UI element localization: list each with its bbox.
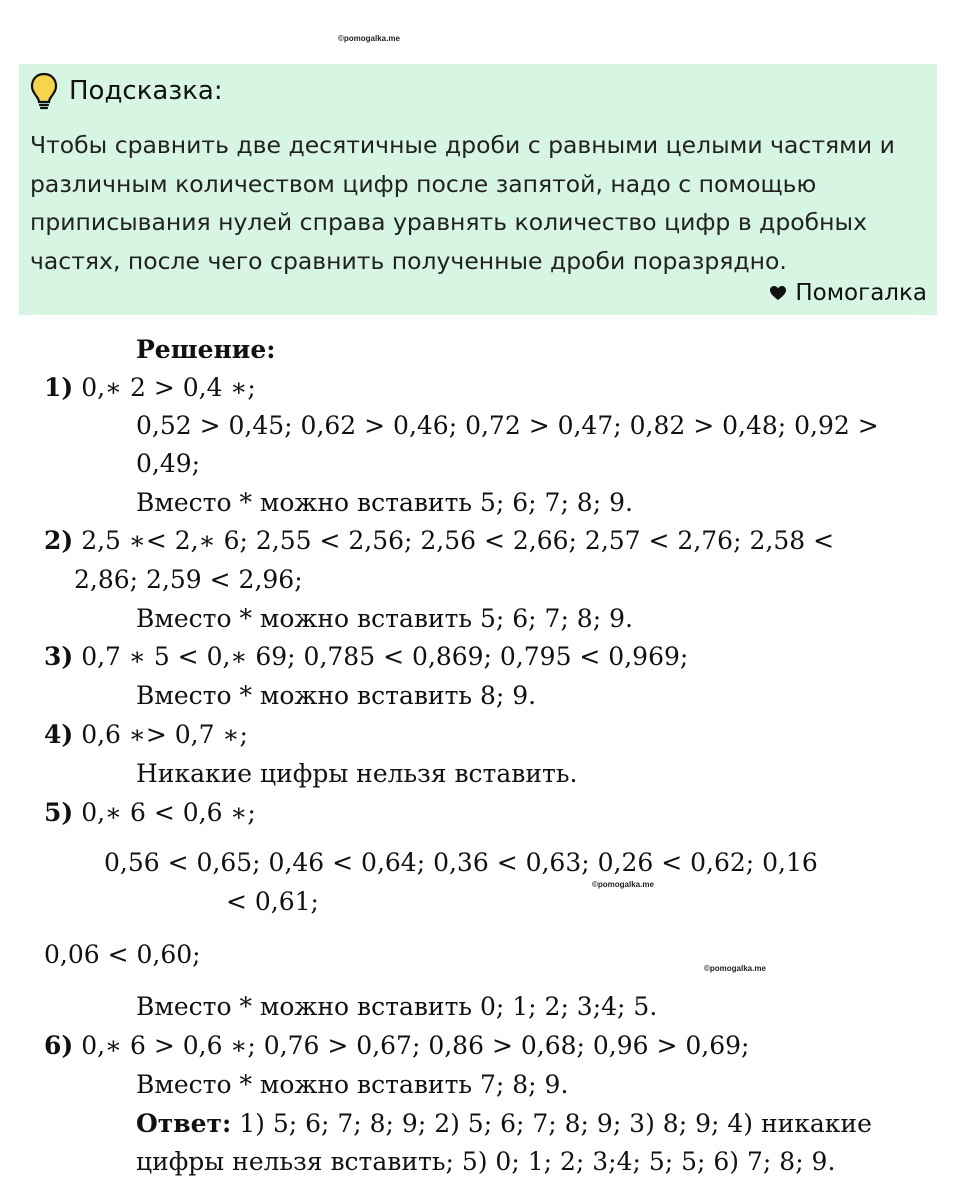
item-line: 0,52 > 0,45; 0,62 > 0,46; 0,72 > 0,47; 0,82 > 0,48; 0,92 > xyxy=(136,411,879,440)
item-number: 2) xyxy=(44,526,74,555)
list-item xyxy=(44,1031,749,1060)
answer-label: Ответ: xyxy=(136,1109,232,1138)
item-note: Вместо * можно вставить 5; 6; 7; 8; 9. xyxy=(136,604,633,633)
item-number: 1) xyxy=(44,373,74,402)
item-expression: 0,7 ∗ 5 < 0,∗ 69; 0,785 < 0,869; 0,795 < 0,969; xyxy=(81,642,689,671)
item-line: 0,49; xyxy=(136,449,201,478)
item-line: < 0,61; xyxy=(226,887,319,916)
item-note: Вместо * можно вставить 5; 6; 7; 8; 9. xyxy=(136,488,633,517)
item-line: 0,06 < 0,60; xyxy=(44,940,201,969)
answer-text: 1) 5; 6; 7; 8; 9; 2) 5; 6; 7; 8; 9; 3) 8; 9; 4) никакие xyxy=(239,1109,872,1138)
watermark: ©pomogalka.me xyxy=(338,34,400,43)
item-expression: 0,∗ 6 < 0,6 ∗; xyxy=(81,798,256,827)
item-expression: 2,5 ∗< 2,∗ 6; 2,55 < 2,56; 2,56 < 2,66; 2,57 < 2,76; 2,58 < xyxy=(81,526,835,555)
item-note: Никакие цифры нельзя вставить. xyxy=(136,759,578,788)
answer-line: цифры нельзя вставить; 5) 0; 1; 2; 3;4; 5; 5; 6) 7; 8; 9. xyxy=(136,1147,836,1176)
item-number: 6) xyxy=(44,1031,74,1060)
item-expression: 0,∗ 6 > 0,6 ∗; 0,76 > 0,67; 0,86 > 0,68; 0,96 > 0,69; xyxy=(81,1031,750,1060)
hint-header xyxy=(29,72,223,110)
item-note: Вместо * можно вставить 8; 9. xyxy=(136,681,537,710)
item-line: 0,56 < 0,65; 0,46 < 0,64; 0,36 < 0,63; 0,26 < 0,62; 0,16 xyxy=(104,848,818,877)
watermark: ©pomogalka.me xyxy=(704,964,766,973)
hint-box xyxy=(19,64,937,315)
list-item xyxy=(44,526,834,555)
heart-icon xyxy=(769,285,787,301)
list-item xyxy=(44,720,248,749)
list-item xyxy=(44,798,256,827)
solution-heading: Решение: xyxy=(136,335,276,364)
lightbulb-icon xyxy=(29,72,59,110)
item-expression: 0,6 ∗> 0,7 ∗; xyxy=(81,720,248,749)
list-item xyxy=(44,642,688,671)
answer-line xyxy=(136,1109,872,1138)
item-number: 3) xyxy=(44,642,74,671)
watermark: ©pomogalka.me xyxy=(592,880,654,889)
brand-label xyxy=(769,280,927,306)
hint-title: Подсказка: xyxy=(69,76,223,106)
list-item xyxy=(44,373,256,402)
item-number: 4) xyxy=(44,720,74,749)
item-note: Вместо * можно вставить 0; 1; 2; 3;4; 5. xyxy=(136,992,658,1021)
item-number: 5) xyxy=(44,798,74,827)
brand-name: Помогалка xyxy=(795,280,927,306)
item-note: Вместо * можно вставить 7; 8; 9. xyxy=(136,1070,569,1099)
item-expression: 0,∗ 2 > 0,4 ∗; xyxy=(81,373,256,402)
hint-text: Чтобы сравнить две десятичные дроби с равными целыми частями и различным количеством цифр после запятой, надо с помощью приписывания нулей справа уравнять количество цифр в дробных частях, после чего сравнить полученные дроби поразрядно. xyxy=(30,131,895,275)
item-line: 2,86; 2,59 < 2,96; xyxy=(74,565,303,594)
